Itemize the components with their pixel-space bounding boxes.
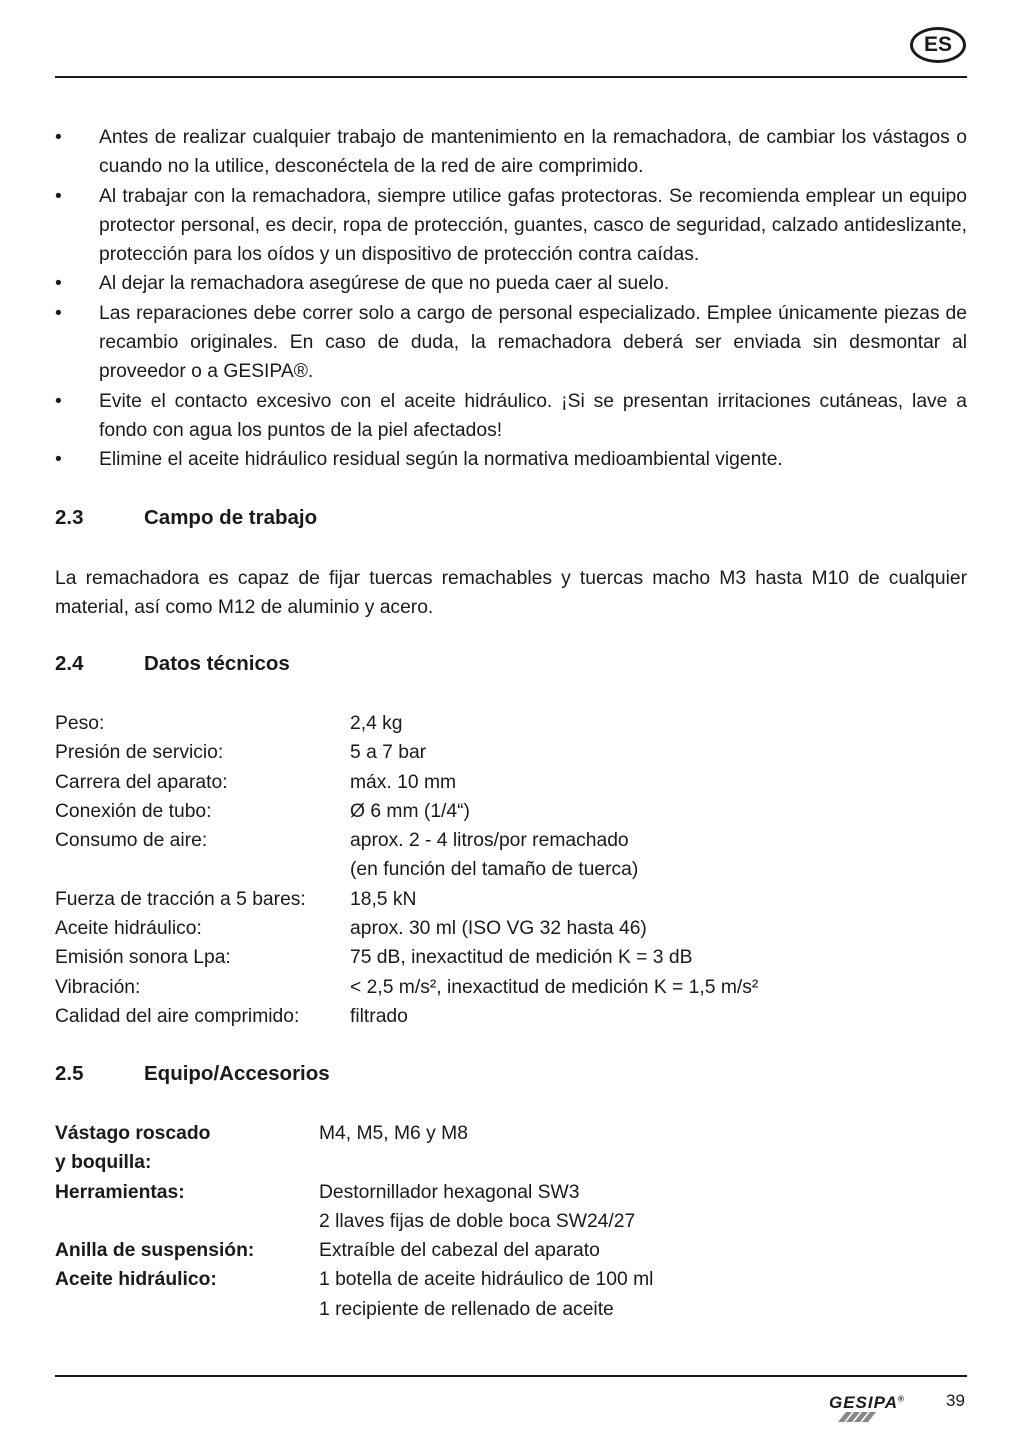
table-row <box>55 826 967 855</box>
table-row <box>55 1236 967 1265</box>
list-item <box>55 445 967 474</box>
equipment-value: Destornillador hexagonal SW3 <box>319 1181 580 1203</box>
list-item <box>55 299 967 387</box>
list-item-text: Evite el contacto excesivo con el aceite hidráulico. ¡Si se presentan irritaciones cutáneas, lave a fondo con agua los puntos de la piel afectados! <box>99 390 967 441</box>
spec-label: Fuerza de tracción a 5 bares: <box>55 888 306 910</box>
list-item-text: Las reparaciones debe correr solo a cargo de personal especializado. Emplee únicamente piezas de recambio originales. En caso de duda, la remachadora deberá ser enviada sin desmontar al proveedor o a GESIPA®. <box>99 302 967 383</box>
bullet-icon: • <box>55 273 62 295</box>
section-heading-2-3 <box>55 506 317 530</box>
language-badge: ES <box>910 27 966 63</box>
table-row <box>55 768 967 797</box>
list-item-text: Antes de realizar cualquier trabajo de mantenimiento en la remachadora, de cambiar los vástagos o cuando no la utilice, desconéctela de la red de aire comprimido. <box>99 127 967 178</box>
spec-value: filtrado <box>350 1005 408 1027</box>
spec-value: Ø 6 mm (1/4“) <box>350 800 470 822</box>
table-row <box>55 1265 967 1294</box>
table-row <box>55 943 967 972</box>
table-row <box>55 1148 967 1177</box>
table-row <box>55 1119 967 1148</box>
table-row <box>55 797 967 826</box>
equipment-label: Vástago roscado <box>55 1123 211 1144</box>
spec-label: Vibración: <box>55 976 141 998</box>
table-row <box>55 1002 967 1031</box>
spec-label <box>55 855 350 884</box>
equipment-label: Anilla de suspensión: <box>55 1240 255 1262</box>
equipment-value: Extraíble del cabezal del aparato <box>319 1240 600 1262</box>
spec-value: 5 a 7 bar <box>350 742 427 764</box>
list-item <box>55 387 967 446</box>
spec-label: Peso: <box>55 713 105 734</box>
brand-name: GESIPA <box>829 1393 898 1412</box>
table-row <box>55 709 967 738</box>
section-number: 2.5 <box>55 1062 84 1085</box>
list-item <box>55 123 967 182</box>
section-number: 2.4 <box>55 652 84 675</box>
equipment-label: y boquilla: <box>55 1152 152 1174</box>
registered-mark: ® <box>897 1394 904 1404</box>
tech-data-table <box>55 709 967 1031</box>
list-item-text: Al trabajar con la remachadora, siempre utilice gafas protectoras. Se recomienda emplear un equipo protector personal, es decir, ropa de protección, guantes, casco de seguridad, calzado antideslizante, protección para los oídos y un dispositivo de protección contra caídas. <box>99 185 967 266</box>
spec-value: < 2,5 m/s², inexactitud de medición K = 1,5 m/s² <box>350 976 759 998</box>
spec-label: Presión de servicio: <box>55 742 224 764</box>
section-title: Equipo/Accesorios <box>144 1062 330 1085</box>
equipment-label: Herramientas: <box>55 1181 185 1203</box>
equipment-value: 1 recipiente de rellenado de aceite <box>319 1298 614 1320</box>
list-item-text: Al dejar la remachadora asegúrese de que no pueda caer al suelo. <box>99 273 670 295</box>
logo-stripes-icon <box>832 1412 878 1422</box>
bullet-icon: • <box>55 390 62 412</box>
section-heading-2-4 <box>55 652 290 676</box>
equipment-value: 1 botella de aceite hidráulico de 100 ml <box>319 1269 654 1291</box>
list-item <box>55 269 967 298</box>
spec-label: Carrera del aparato: <box>55 771 228 793</box>
table-row <box>55 885 967 914</box>
section-heading-2-5 <box>55 1062 330 1086</box>
footer-rule <box>55 1375 967 1377</box>
section-title: Datos técnicos <box>144 652 290 675</box>
table-row <box>55 973 967 1002</box>
table-row <box>55 1295 967 1324</box>
safety-bullet-list <box>55 123 967 475</box>
table-row <box>55 914 967 943</box>
table-row <box>55 1178 967 1207</box>
bullet-icon: • <box>55 127 62 148</box>
spec-value: 18,5 kN <box>350 888 417 910</box>
brand-logo <box>829 1393 904 1413</box>
spec-label: Emisión sonora Lpa: <box>55 947 231 969</box>
header-rule <box>55 76 967 78</box>
list-item <box>55 182 967 270</box>
page-number: 39 <box>946 1391 965 1410</box>
spec-value: aprox. 30 ml (ISO VG 32 hasta 46) <box>350 918 647 940</box>
bullet-icon: • <box>55 449 62 471</box>
table-row <box>55 1207 967 1236</box>
work-field-paragraph: La remachadora es capaz de fijar tuercas remachables y tuercas macho M3 hasta M10 de cualquier material, así como M12 de aluminio y acero. <box>55 568 967 619</box>
spec-label: Aceite hidráulico: <box>55 918 202 940</box>
equipment-label <box>55 1295 319 1324</box>
bullet-icon: • <box>55 302 62 324</box>
section-number: 2.3 <box>55 506 84 529</box>
equipment-table <box>55 1119 967 1324</box>
spec-value: 2,4 kg <box>350 713 403 734</box>
spec-label: Consumo de aire: <box>55 830 208 852</box>
equipment-value: M4, M5, M6 y M8 <box>319 1123 468 1144</box>
spec-value: 75 dB, inexactitud de medición K = 3 dB <box>350 947 693 969</box>
spec-value: máx. 10 mm <box>350 771 457 793</box>
table-row <box>55 855 967 884</box>
list-item-text: Elimine el aceite hidráulico residual según la normativa medioambiental vigente. <box>99 449 783 471</box>
table-row <box>55 738 967 767</box>
bullet-icon: • <box>55 185 62 207</box>
section-title: Campo de trabajo <box>144 506 318 529</box>
spec-label: Calidad del aire comprimido: <box>55 1005 300 1027</box>
equipment-value: 2 llaves fijas de doble boca SW24/27 <box>319 1210 636 1232</box>
equipment-label <box>55 1207 319 1236</box>
spec-label: Conexión de tubo: <box>55 800 212 822</box>
equipment-label: Aceite hidráulico: <box>55 1269 217 1291</box>
spec-value: aprox. 2 - 4 litros/por remachado <box>350 830 629 852</box>
spec-value: (en función del tamaño de tuerca) <box>350 859 639 881</box>
